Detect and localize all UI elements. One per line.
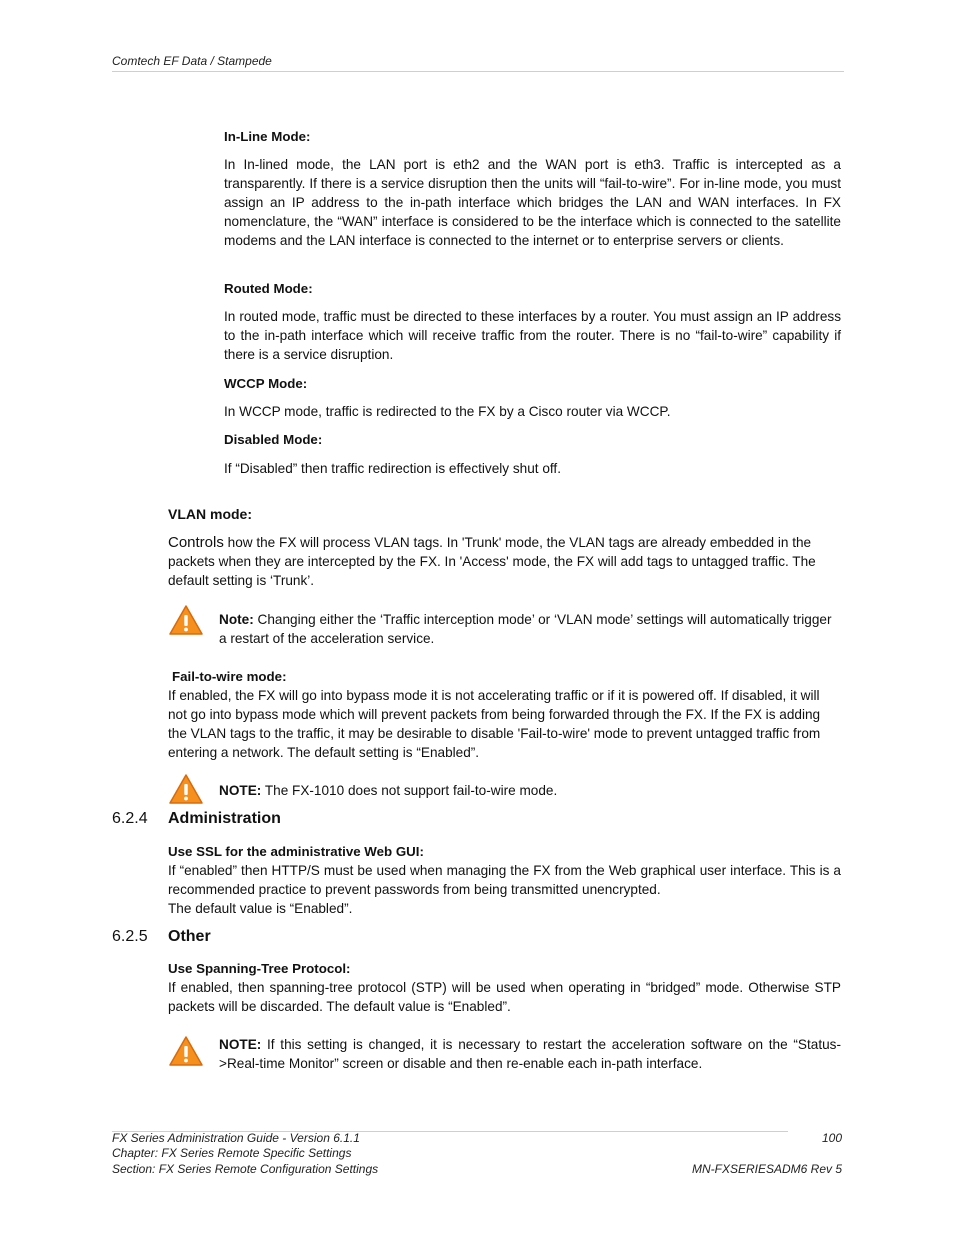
note-vlan-text: Changing either the ‘Traffic interception mode’ or ‘VLAN mode’ settings will automatically trigger a restart of the acceleration service.: [219, 612, 832, 646]
footer-section: Section: FX Series Remote Configuration Settings: [112, 1162, 379, 1176]
vlan-mode-first-word: Controls: [168, 534, 224, 551]
routed-mode-label: Routed Mode:: [224, 281, 313, 296]
ssl-label: Use SSL for the administrative Web GUI:: [168, 844, 424, 859]
routed-mode-text: In routed mode, traffic must be directed to these interfaces by a router. You must assign an IP address to the in-path interface which will receive traffic from the router. There is no “fail-to-wire” capability if there is a service disruption.: [224, 309, 841, 362]
stp-text: If enabled, then spanning-tree protocol (STP) will be used when operating in “bridged” mode. Otherwise STP packets will be discarded. The default value is “Enabled”.: [168, 980, 841, 1014]
inline-mode-label: In-Line Mode:: [224, 129, 311, 144]
note-ftw-text: The FX-1010 does not support fail-to-wire mode.: [261, 783, 558, 798]
section-heading-administration: [112, 810, 281, 828]
document-id: MN-FXSERIESADM6 Rev 5: [691, 1162, 842, 1176]
page-number: 100: [821, 1131, 842, 1145]
inline-mode-text: In In-lined mode, the LAN port is eth2 and the WAN port is eth3. Traffic is intercepted as a transparently. If there is a service disruption then the units will “fail-to-wire”. For in-line mode, you must assign an IP address to the in-path interface which bridges the LAN and WAN interfaces. In FX nomenclature, the “WAN” interface is considered to be the interface which is connected to the satellite modems and the LAN interface is connected to the internet or to enterprise servers or clients.: [224, 157, 841, 248]
disabled-mode-label: Disabled Mode:: [224, 432, 323, 447]
warning-triangle-icon: [168, 1035, 204, 1067]
vlan-mode-body: how the FX will process VLAN tags. In 'Trunk' mode, the VLAN tags are already embedded in the packets when they are intercepted by the FX. In 'Access' mode, the FX will add tags to untagged traffic. The default setting is ‘Trunk’.: [168, 535, 816, 588]
ssl-text: If “enabled” then HTTP/S must be used when managing the FX from the Web graphical user interface. This is a recommended practice to prevent passwords from being transmitted unencrypted.: [168, 863, 841, 897]
warning-triangle-icon: [168, 773, 204, 805]
disabled-mode-text: If “Disabled” then traffic redirection is effectively shut off.: [224, 461, 561, 476]
stp-label: Use Spanning-Tree Protocol:: [168, 961, 351, 976]
section-heading-other: [112, 928, 211, 946]
running-header: [112, 54, 844, 72]
running-title: Comtech EF Data / Stampede: [112, 54, 272, 68]
note-stp-prefix: NOTE:: [219, 1037, 262, 1052]
note-stp: [219, 1035, 841, 1073]
footer-chapter: Chapter: FX Series Remote Specific Settings: [112, 1146, 352, 1160]
section-number: 6.2.5: [112, 928, 148, 945]
vlan-mode-text: [168, 533, 842, 590]
section-title: Administration: [168, 810, 281, 827]
ssl-default: The default value is “Enabled”.: [168, 901, 353, 916]
fail-to-wire-text: If enabled, the FX will go into bypass mode it is not accelerating traffic or if it is powered off. If disabled, it will not go into bypass mode which will prevent packets from being forwarded through the FX. If the FX is adding the VLAN tags to the traffic, it may be desirable to disable 'Fail-to-wire' mode to prevent untagged traffic from entering a network. The default setting is “Enabled”.: [168, 688, 821, 760]
note-ftw: [219, 781, 841, 800]
note-vlan-prefix: Note:: [219, 612, 254, 627]
vlan-mode-label: VLAN mode:: [168, 506, 252, 522]
fail-to-wire-label: Fail-to-wire mode:: [172, 669, 287, 684]
footer-guide-title: FX Series Administration Guide - Version 6.1.1: [112, 1131, 360, 1145]
warning-triangle-icon: [168, 604, 204, 636]
section-number: 6.2.4: [112, 810, 148, 827]
section-title: Other: [168, 928, 211, 945]
note-ftw-prefix: NOTE:: [219, 783, 262, 798]
note-vlan: [219, 610, 841, 648]
note-stp-text: If this setting is changed, it is necessary to restart the acceleration software on the “Status->Real-time Monitor” screen or disable and then re-enable each in-path interface.: [219, 1037, 841, 1071]
wccp-mode-text: In WCCP mode, traffic is redirected to the FX by a Cisco router via WCCP.: [224, 404, 671, 419]
wccp-mode-label: WCCP Mode:: [224, 376, 308, 391]
